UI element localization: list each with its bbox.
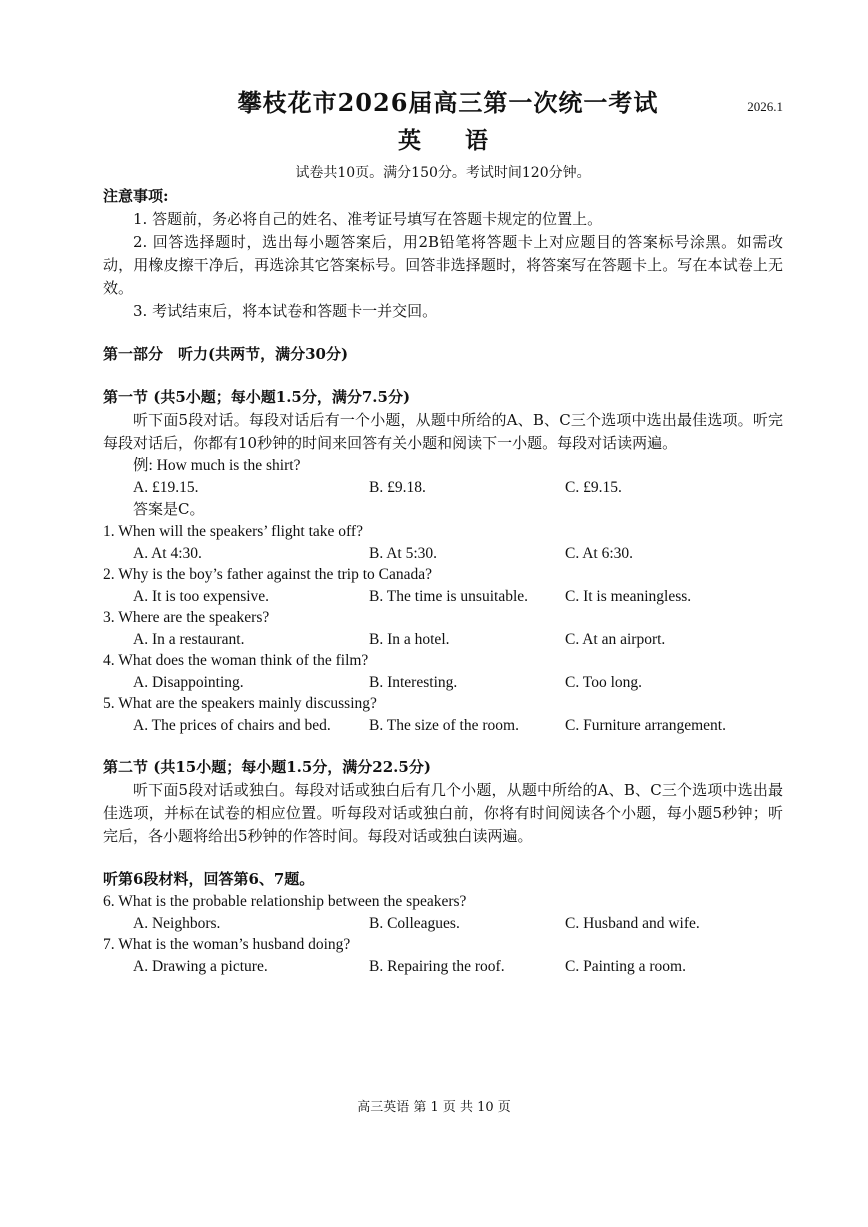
question-options	[103, 543, 783, 565]
example-answer: 答案是C。	[133, 500, 205, 518]
question: 4. What does the woman think of the film?	[103, 652, 369, 669]
option-b: B. At 5:30.	[369, 544, 438, 562]
exam-info: 试卷共10页。满分150分。考试时间120分钟。	[295, 165, 591, 181]
example-options	[103, 477, 783, 499]
option-c: C. It is meaningless.	[565, 587, 692, 605]
option-b: B. Interesting.	[369, 673, 458, 691]
section-instructions: 听下面5段对话。每段对话后有一个小题，从题中所给的A、B、C三个选项中选出最佳选项。听完每段对话后，你都有10秒钟的时间来回答有关小题和阅读下一小题。每段对话读两遍。	[103, 411, 783, 452]
option-b: B. The size of the room.	[369, 716, 519, 734]
question: 5. What are the speakers mainly discussing?	[103, 695, 377, 712]
option-a: A. Disappointing.	[133, 673, 244, 691]
option-a: A. At 4:30.	[133, 544, 202, 562]
option-c: C. Too long.	[565, 673, 643, 691]
option-b: B. The time is unsuitable.	[369, 587, 529, 605]
exam-title: 攀枝花市2026届高三第一次统一考试	[237, 88, 659, 117]
question: 7. What is the woman’s husband doing?	[103, 936, 351, 953]
notice-item: 2. 回答选择题时，选出每小题答案后，用2B铅笔将答题卡上对应题目的答案标号涂黑。如需改动，用橡皮擦干净后，再选涂其它答案标号。回答非选择题时，将答案写在答题卡上。写在本试卷上无效。	[103, 233, 783, 297]
notice-heading: 注意事项:	[103, 187, 169, 205]
question-options	[103, 715, 783, 737]
exam-page	[103, 85, 783, 977]
option-a: A. In a restaurant.	[133, 630, 245, 648]
option-c: C. Furniture arrangement.	[565, 716, 726, 734]
option-c: C. At 6:30.	[565, 544, 634, 562]
section-instructions: 听下面5段对话或独白。每段对话或独白后有几个小题，从题中所给的A、B、C三个选项中选出最佳选项，并标在试卷的相应位置。听每段对话或独白前，你将有时间阅读各个小题，每小题5秒钟；听完后，各小题将给出5秒钟的作答时间。每段对话或独白读两遍。	[103, 781, 783, 845]
section-heading: 第一节 (共5小题；每小题1.5分，满分7.5分)	[103, 388, 411, 406]
example-question: 例: How much is the shirt?	[133, 457, 301, 474]
question: 2. Why is the boy’s father against the trip to Canada?	[103, 566, 433, 583]
option-a: A. It is too expensive.	[133, 587, 270, 605]
notice-item: 1. 答题前，务必将自己的姓名、准考证号填写在答题卡规定的位置上。	[133, 210, 603, 228]
question-options	[103, 586, 783, 608]
question-options	[103, 672, 783, 694]
section-heading: 第二节 (共15小题；每小题1.5分，满分22.5分)	[103, 758, 431, 776]
question: 6. What is the probable relationship between the speakers?	[103, 893, 467, 910]
option-a: A. The prices of chairs and bed.	[133, 716, 331, 734]
question-options	[103, 629, 783, 651]
option-b: B. £9.18.	[369, 478, 426, 496]
question-options	[103, 956, 783, 978]
notice-item: 3. 考试结束后，将本试卷和答题卡一并交回。	[133, 302, 438, 320]
question-options	[103, 913, 783, 935]
subject-title: 英 语	[397, 127, 506, 154]
option-c: C. Painting a room.	[565, 957, 686, 975]
option-a: A. Neighbors.	[133, 914, 221, 932]
exam-date: 2026.1	[747, 99, 783, 114]
material-heading: 听第6段材料，回答第6、7题。	[103, 870, 315, 888]
option-b: B. Colleagues.	[369, 914, 460, 932]
option-b: B. In a hotel.	[369, 630, 450, 648]
title-row	[103, 85, 783, 121]
option-a: A. £19.15.	[133, 478, 199, 496]
option-c: C. £9.15.	[565, 478, 622, 496]
question: 3. Where are the speakers?	[103, 609, 270, 626]
part-heading: 第一部分 听力(共两节，满分30分)	[103, 345, 349, 363]
option-c: C. Husband and wife.	[565, 914, 700, 932]
question: 1. When will the speakers’ flight take off?	[103, 523, 363, 540]
page-footer: 高三英语 第 1 页 共 10 页	[357, 1100, 511, 1115]
option-b: B. Repairing the roof.	[369, 957, 505, 975]
option-c: C. At an airport.	[565, 630, 666, 648]
option-a: A. Drawing a picture.	[133, 957, 268, 975]
